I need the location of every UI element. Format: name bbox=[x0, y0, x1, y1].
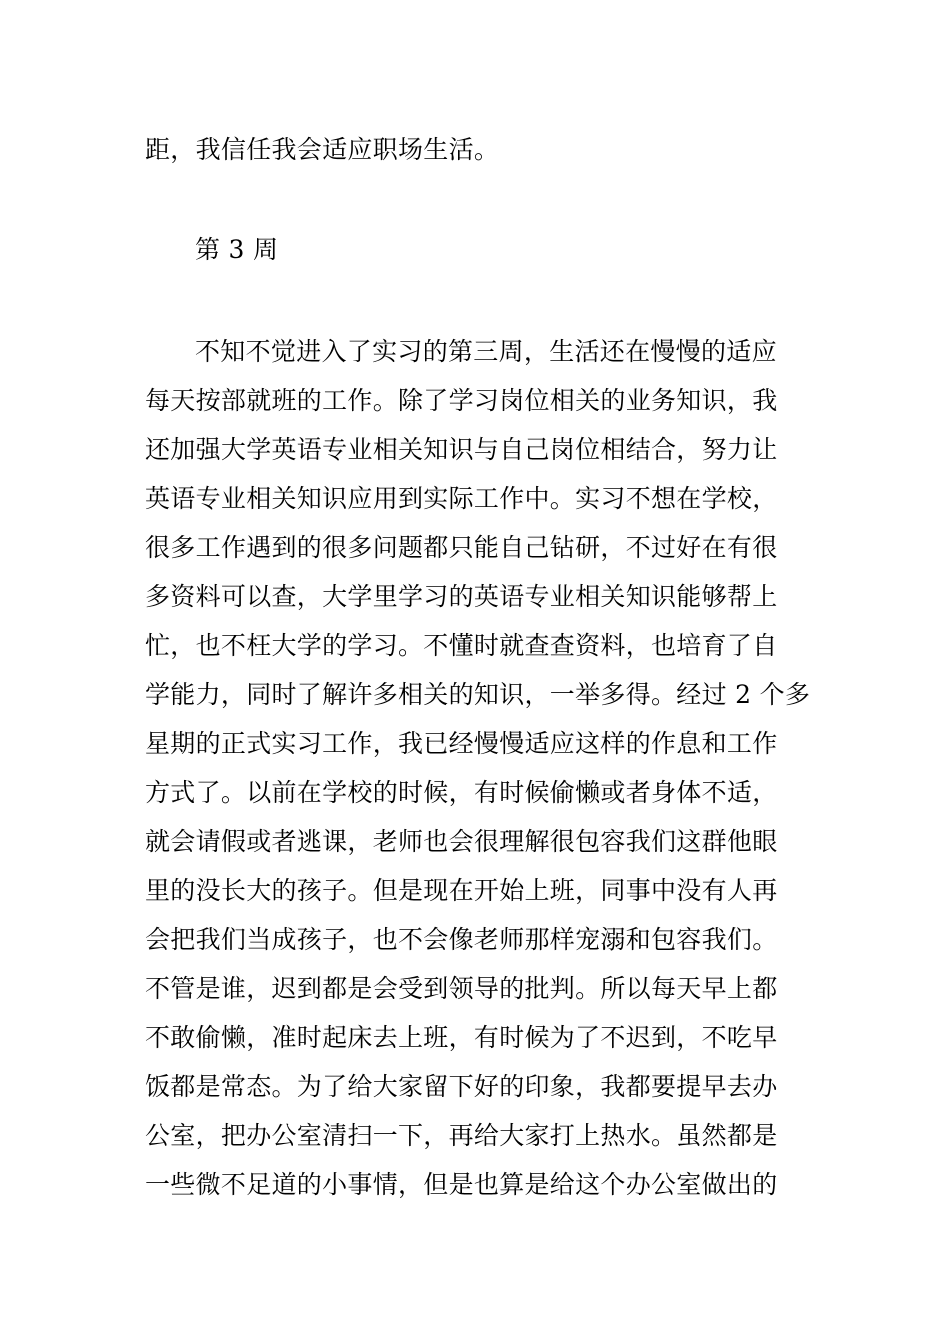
section-heading: 第 3 周 bbox=[195, 235, 279, 264]
paragraph-line: 公室，把办公室清扫一下，再给大家打上热水。虽然都是 bbox=[145, 1121, 778, 1150]
paragraph-line: 还加强大学英语专业相关知识与自己岗位相结合，努力让 bbox=[145, 435, 778, 464]
paragraph-line: 就会请假或者逃课，老师也会很理解很包容我们这群他眼 bbox=[145, 827, 778, 856]
paragraph-line: 不敢偷懒，准时起床去上班，有时候为了不迟到，不吃早 bbox=[145, 1023, 778, 1052]
paragraph-line: 很多工作遇到的很多问题都只能自己钻研，不过好在有很 bbox=[145, 533, 778, 562]
paragraph-line: 多资料可以查，大学里学习的英语专业相关知识能够帮上 bbox=[145, 582, 778, 611]
paragraph-line: 学能力，同时了解许多相关的知识，一举多得。经过 2 个多 bbox=[145, 680, 811, 709]
paragraph-line: 不知不觉进入了实习的第三周，生活还在慢慢的适应 bbox=[195, 337, 777, 366]
paragraph-line: 里的没长大的孩子。但是现在开始上班，同事中没有人再 bbox=[145, 876, 778, 905]
paragraph-line: 忙，也不枉大学的学习。不懂时就查查资料，也培育了自 bbox=[145, 631, 778, 660]
paragraph-line: 一些微不足道的小事情，但是也算是给这个办公室做出的 bbox=[145, 1170, 778, 1199]
paragraph-line: 方式了。以前在学校的时候，有时候偷懒或者身体不适， bbox=[145, 778, 778, 807]
paragraph-line: 饭都是常态。为了给大家留下好的印象，我都要提早去办 bbox=[145, 1072, 778, 1101]
paragraph-line: 不管是谁，迟到都是会受到领导的批判。所以每天早上都 bbox=[145, 974, 778, 1003]
paragraph-line: 会把我们当成孩子，也不会像老师那样宠溺和包容我们。 bbox=[145, 925, 778, 954]
continuation-line: 距，我信任我会适应职场生活。 bbox=[145, 135, 500, 164]
paragraph-line: 星期的正式实习工作，我已经慢慢适应这样的作息和工作 bbox=[145, 729, 778, 758]
paragraph-line: 英语专业相关知识应用到实际工作中。实习不想在学校， bbox=[145, 484, 778, 513]
paragraph-line: 每天按部就班的工作。除了学习岗位相关的业务知识，我 bbox=[145, 386, 778, 415]
